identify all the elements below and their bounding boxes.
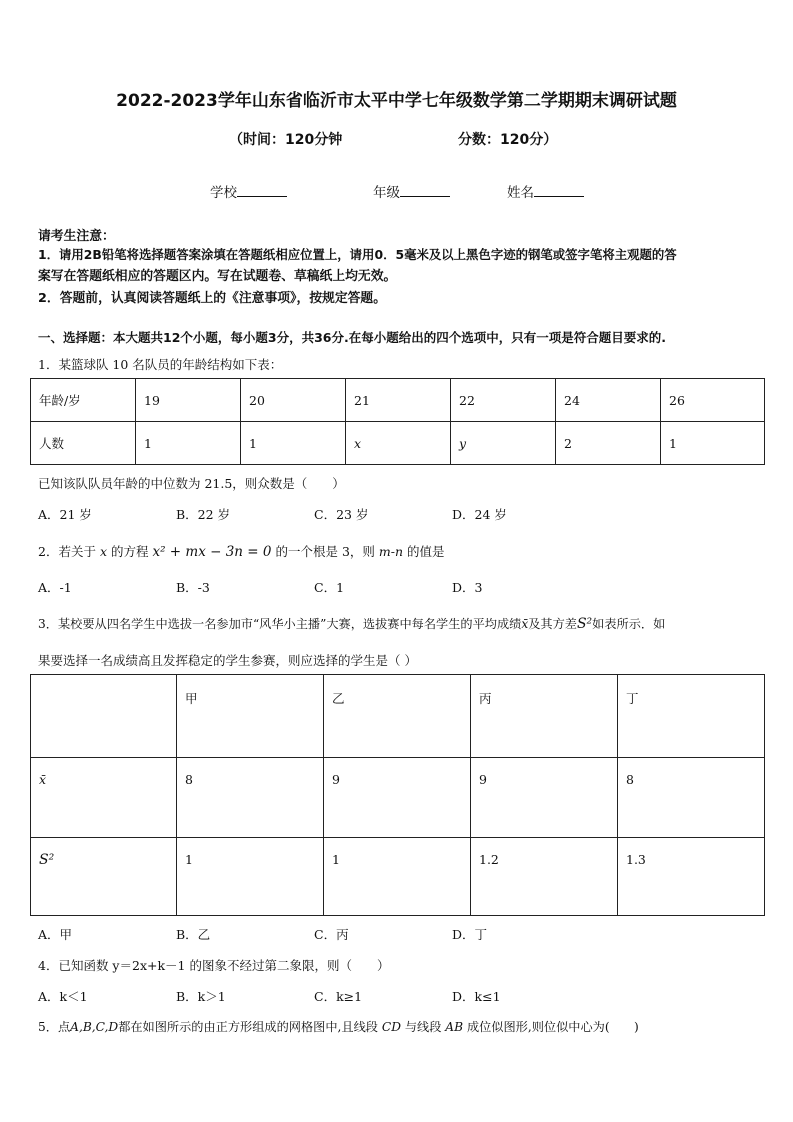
q3-stem [38, 615, 665, 632]
q2-option-a[interactable]: A．-1 [38, 580, 72, 595]
table-cell: 9 [471, 758, 618, 838]
q5-stem-part: 5．点 [38, 1020, 71, 1034]
table-cell: x̄ [31, 758, 177, 838]
q4-option-c[interactable]: C．k≥1 [314, 989, 363, 1004]
table-cell: 8 [618, 758, 765, 838]
q4-option-a[interactable]: A．k＜1 [38, 989, 88, 1004]
q5-segment-cd: CD [381, 1020, 401, 1034]
exam-score: 分数：120分） [458, 132, 558, 148]
q2-option-c[interactable]: C．1 [314, 580, 345, 595]
table-cell: 甲 [177, 675, 324, 758]
q2-stem-part: 的值是 [407, 544, 445, 559]
table-cell [31, 675, 177, 758]
q2-stem [38, 542, 445, 560]
q1-option-b[interactable]: B．22 岁 [176, 507, 231, 522]
q2-expression: m-n [378, 544, 404, 559]
q3-header-row [31, 675, 765, 758]
exam-time: （时间：120分钟 [229, 132, 343, 148]
q1-stem: 1．某篮球队 10 名队员的年龄结构如下表： [38, 357, 283, 372]
q2-stem-part: 的方程 [110, 544, 149, 559]
table-cell: y [451, 422, 556, 465]
q2-equation: x² + mx − 3n = 0 [152, 544, 272, 560]
q1-option-d[interactable]: D．24 岁 [452, 507, 507, 522]
table-cell: 2 [556, 422, 661, 465]
name-label: 姓名 [507, 185, 534, 201]
q4-option-b[interactable]: B．k＞1 [176, 989, 226, 1004]
q2-stem-part: 2．若关于 [38, 544, 96, 559]
table-cell: 1 [324, 838, 471, 916]
q5-points: A,B,C,D [70, 1020, 119, 1034]
q5-segment-ab: AB [445, 1020, 464, 1034]
section-heading: 一、选择题：本大题共12个小题，每小题3分，共36分.在每小题给出的四个选项中，只有一项是符合题目要求的. [38, 330, 666, 345]
table-cell: 1 [661, 422, 765, 465]
q5-stem [38, 1018, 639, 1035]
table-cell: 1.2 [471, 838, 618, 916]
q1-question: 已知该队队员年龄的中位数为 21.5，则众数是（ ） [38, 476, 345, 491]
name-blank[interactable] [534, 184, 584, 197]
q3-option-a[interactable]: A．甲 [38, 927, 73, 942]
q2-stem-part: 的一个根是 3，则 [275, 544, 375, 559]
q3-stem-part: 如表所示．如 [592, 617, 666, 631]
q3-score-table [30, 674, 765, 916]
q4-stem: 4．已知函数 y＝2x+k－1 的图象不经过第二象限，则（ ） [38, 958, 390, 973]
notice-line2: 2．答题前，认真阅读答题纸上的《注意事项》，按规定答题。 [38, 291, 387, 306]
table-cell: 21 [346, 379, 451, 422]
notice-line1a: 1．请用2B铅笔将选择题答案涂填在答题纸相应位置上，请用0．5毫米及以上黑色字迹的钢笔或签字笔将主观题的答 [38, 247, 677, 262]
q1-count-row [31, 422, 765, 465]
q3-stem-part: 3．某校要从四名学生中选拔一名参加市“风华小主播”大赛，选拔赛中每名学生的平均成绩 [38, 617, 522, 631]
table-cell: 1 [241, 422, 346, 465]
q3-stem-line2: 果要选择一名成绩高且发挥稳定的学生参赛，则应选择的学生是（ ） [38, 653, 417, 668]
q3-stem-part: 及其方差 [528, 617, 577, 631]
q2-option-d[interactable]: D．3 [452, 580, 483, 595]
grade-field[interactable] [373, 181, 450, 201]
table-cell: 年龄/岁 [31, 379, 136, 422]
school-label: 学校 [210, 185, 237, 201]
table-cell: 26 [661, 379, 765, 422]
q1-age-row [31, 379, 765, 422]
q3-option-b[interactable]: B．乙 [176, 927, 211, 942]
table-cell: 9 [324, 758, 471, 838]
table-cell: 22 [451, 379, 556, 422]
table-cell: 人数 [31, 422, 136, 465]
grade-label: 年级 [373, 185, 400, 201]
table-cell: 20 [241, 379, 346, 422]
q3-xbar: x̄ [521, 617, 529, 631]
table-cell: 丁 [618, 675, 765, 758]
q2-var: x [99, 544, 107, 559]
table-cell: 24 [556, 379, 661, 422]
table-cell: 1 [177, 838, 324, 916]
page-title: 2022-2023学年山东省临沂市太平中学七年级数学第二学期期末调研试题 [116, 91, 677, 111]
notice-line1b: 案写在答题纸相应的答题区内。写在试题卷、草稿纸上均无效。 [38, 269, 397, 284]
q3-option-c[interactable]: C．丙 [314, 927, 349, 942]
q3-variance-row [31, 838, 765, 916]
name-field[interactable] [507, 181, 584, 201]
q4-option-d[interactable]: D．k≤1 [452, 989, 501, 1004]
school-blank[interactable] [237, 184, 287, 197]
q5-stem-part: 都在如图所示的由正方形组成的网格图中,且线段 [118, 1020, 378, 1034]
q3-s2: S² [576, 616, 593, 632]
q3-mean-row [31, 758, 765, 838]
q1-option-a[interactable]: A．21 岁 [38, 507, 92, 522]
table-cell: S² [31, 838, 177, 916]
table-cell: 8 [177, 758, 324, 838]
grade-blank[interactable] [400, 184, 450, 197]
q5-stem-part: 与线段 [404, 1020, 442, 1034]
table-cell: 1.3 [618, 838, 765, 916]
q1-option-c[interactable]: C．23 岁 [314, 507, 369, 522]
table-cell: 19 [136, 379, 241, 422]
q2-option-b[interactable]: B．-3 [176, 580, 210, 595]
q5-stem-part: 成位似图形,则位似中心为( ) [466, 1020, 639, 1034]
school-field[interactable] [210, 181, 287, 201]
table-cell: 乙 [324, 675, 471, 758]
table-cell: 丙 [471, 675, 618, 758]
notice-heading: 请考生注意： [38, 229, 115, 244]
q3-option-d[interactable]: D．丁 [452, 927, 488, 942]
table-cell: x [346, 422, 451, 465]
table-cell: 1 [136, 422, 241, 465]
q1-age-table [30, 378, 765, 465]
